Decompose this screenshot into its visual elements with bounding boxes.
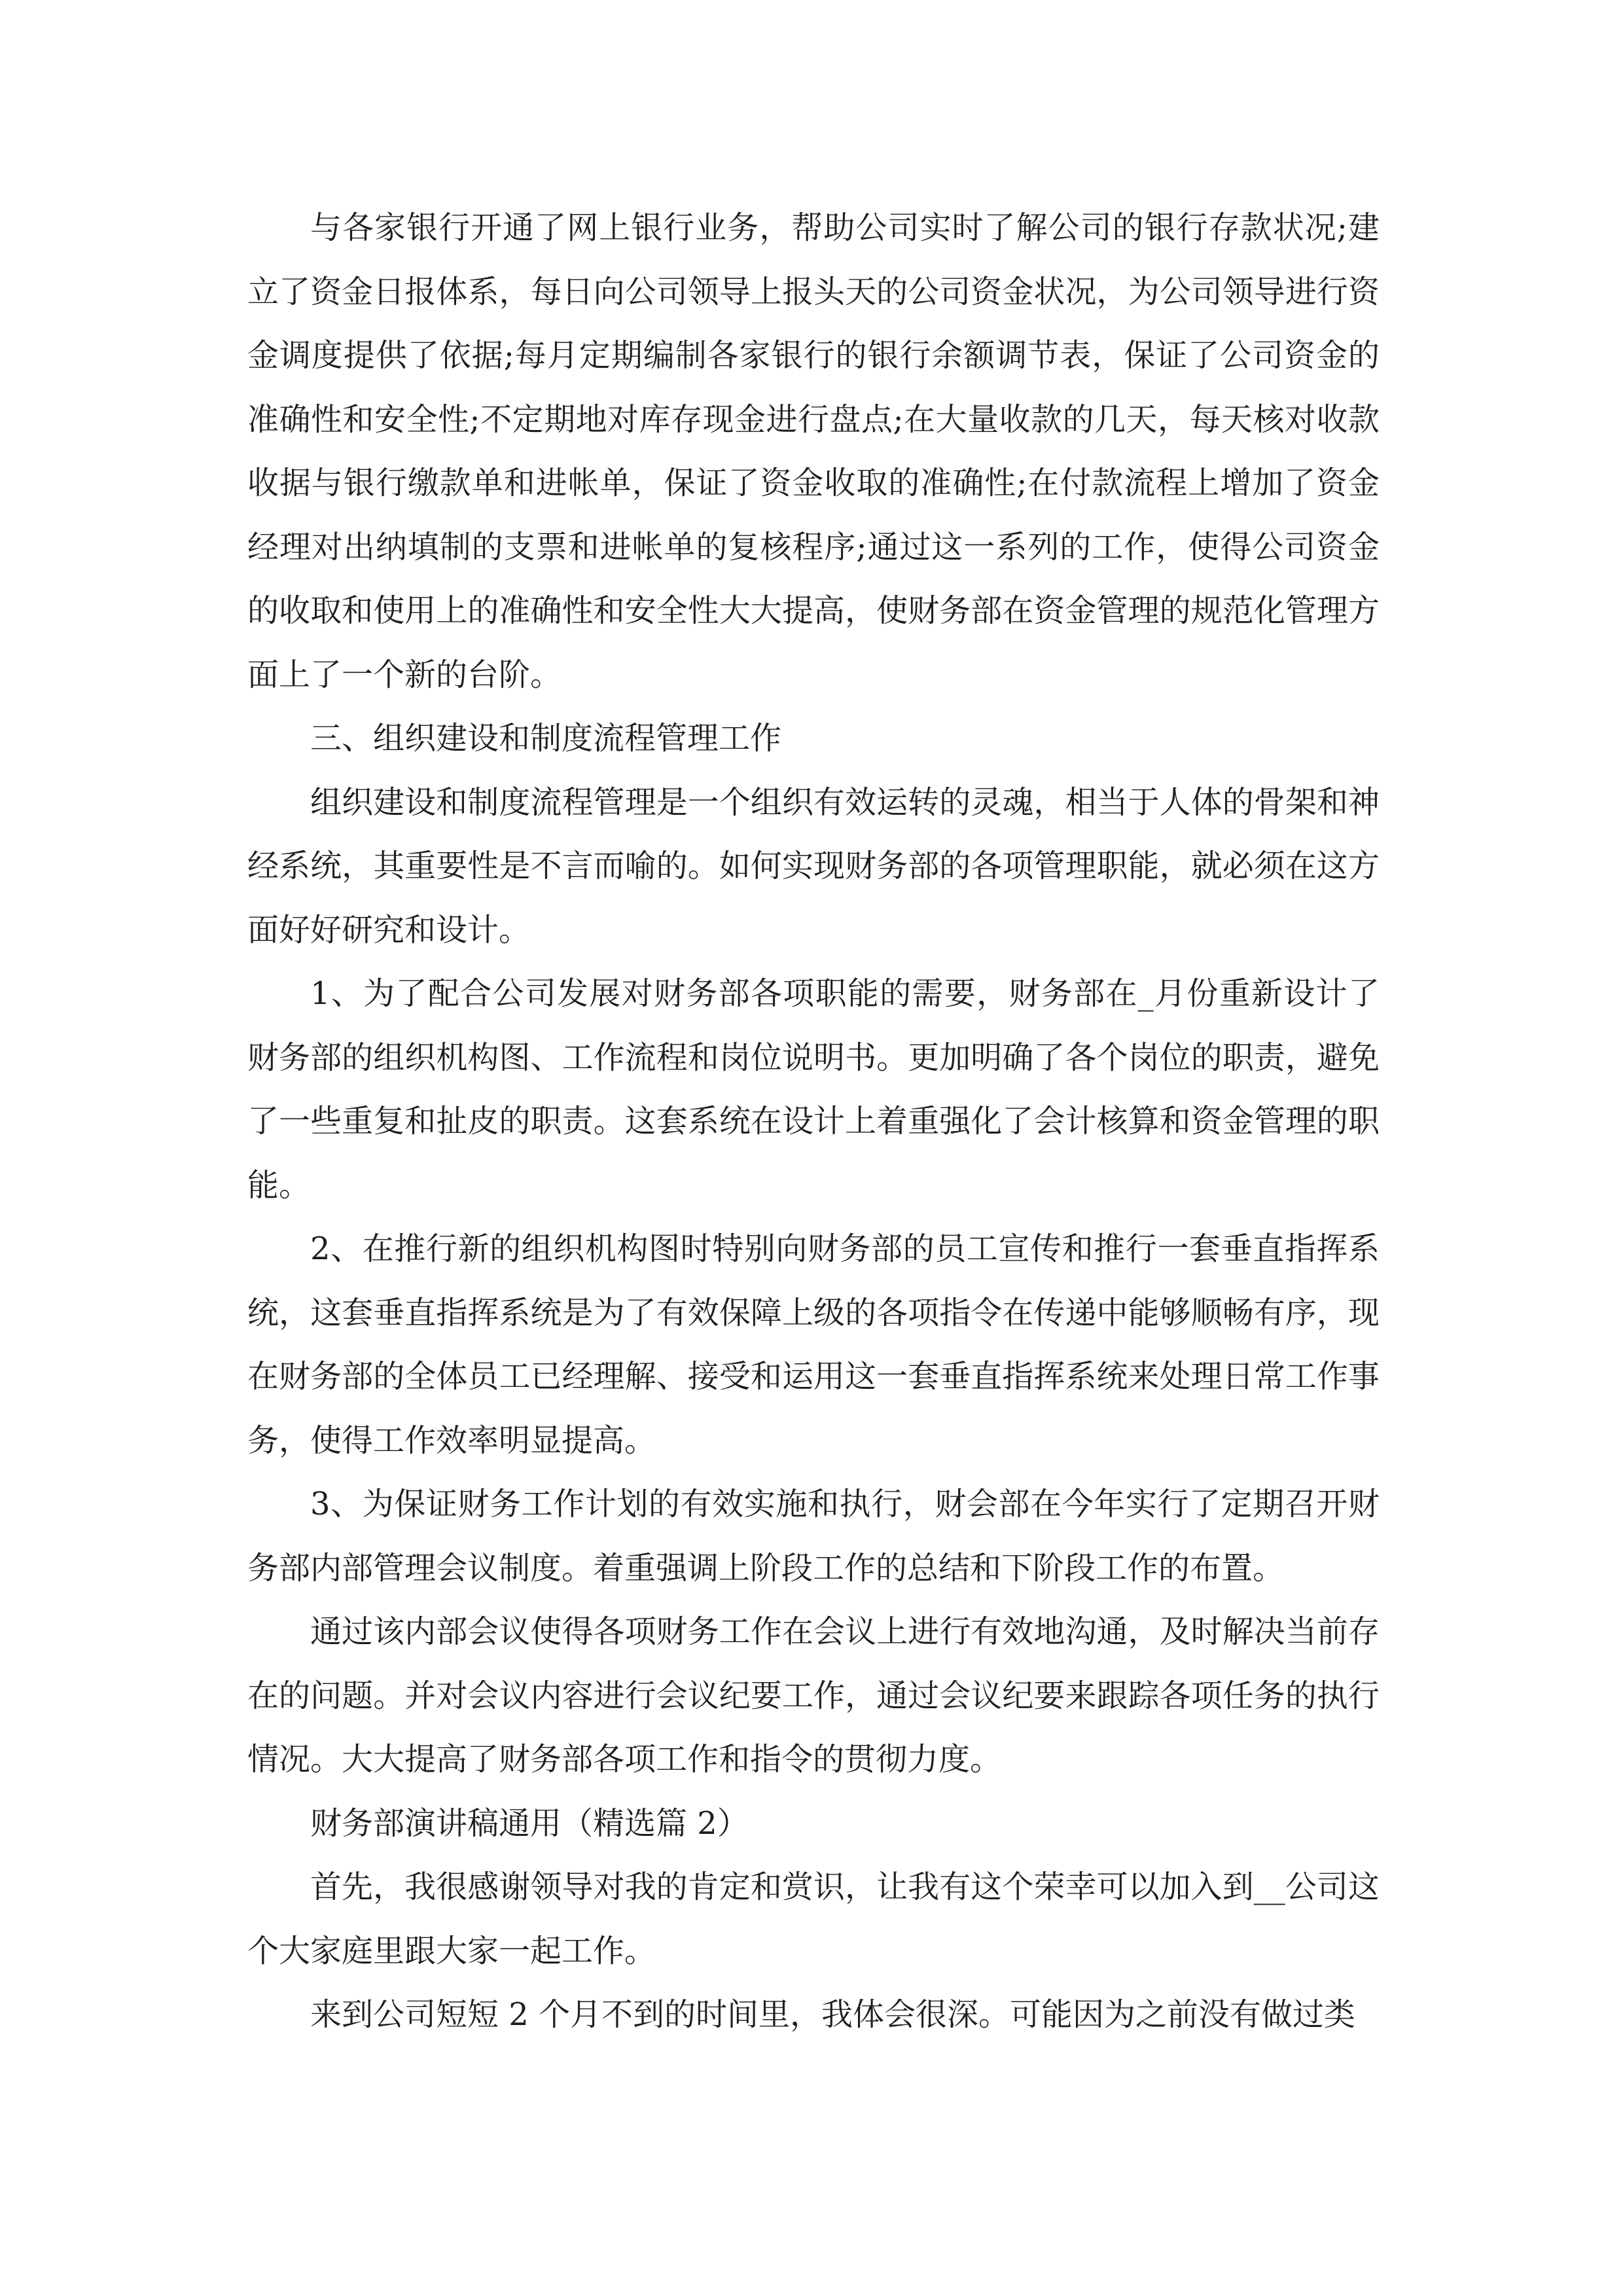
document-body: [247, 196, 1380, 2047]
paragraph-experience: 来到公司短短 2 个月不到的时间里，我体会很深。可能因为之前没有做过类: [310, 1996, 1356, 2033]
paragraph-item-1: 1、为了配合公司发展对财务部各项职能的需要，财务部在_月份重新设计了财务部的组织机构图、工作流程和岗位说明书。更加明确了各个岗位的职责，避免了一些重复和扯皮的职责。这套系统在设计上着重强化了会计核算和资金管理的职能。: [247, 975, 1380, 1204]
paragraph-organization-intro: 组织建设和制度流程管理是一个组织有效运转的灵魂，相当于人体的骨架和神经系统，其重要性是不言而喻的。如何实现财务部的各项管理职能，就必须在这方面好好研究和设计。: [247, 783, 1380, 948]
paragraph-item-3: 3、为保证财务工作计划的有效实施和执行，财会部在今年实行了定期召开财务部内部管理会议制度。着重强调上阶段工作的总结和下阶段工作的布置。: [247, 1486, 1380, 1587]
paragraph-meeting: 通过该内部会议使得各项财务工作在会议上进行有效地沟通，及时解决当前存在的问题。并对会议内容进行会议纪要工作，通过会议纪要来跟踪各项任务的执行情况。大大提高了财务部各项工作和指令的贯彻力度。: [247, 1613, 1380, 1778]
paragraph-fund-management: 与各家银行开通了网上银行业务，帮助公司实时了解公司的银行存款状况;建立了资金日报体系，每日向公司领导上报头天的公司资金状况，为公司领导进行资金调度提供了依据;每月定期编制各家银行的银行余额调节表，保证了公司资金的准确性和安全性;不定期地对库存现金进行盘点;在大量收款的几天，每天核对收款收据与银行缴款单和进帐单，保证了资金收取的准确性;在付款流程上增加了资金经理对出纳填制的支票和进帐单的复核程序;通过这一系列的工作，使得公司资金的收取和使用上的准确性和安全性大大提高，使财务部在资金管理的规范化管理方面上了一个新的台阶。: [247, 209, 1380, 693]
section-heading-speech-2: 财务部演讲稿通用（精选篇 2）: [310, 1804, 749, 1842]
section-heading-organization: 三、组织建设和制度流程管理工作: [310, 720, 782, 757]
paragraph-item-2: 2、在推行新的组织机构图时特别向财务部的员工宣传和推行一套垂直指挥系统，这套垂直指挥系统是为了有效保障上级的各项指令在传递中能够顺畅有序，现在财务部的全体员工已经理解、接受和运用这一套垂直指挥系统来处理日常工作事务，使得工作效率明显提高。: [247, 1230, 1380, 1459]
paragraph-thanks: 首先，我很感谢领导对我的肯定和赏识，让我有这个荣幸可以加入到__公司这个大家庭里跟大家一起工作。: [247, 1869, 1380, 1969]
